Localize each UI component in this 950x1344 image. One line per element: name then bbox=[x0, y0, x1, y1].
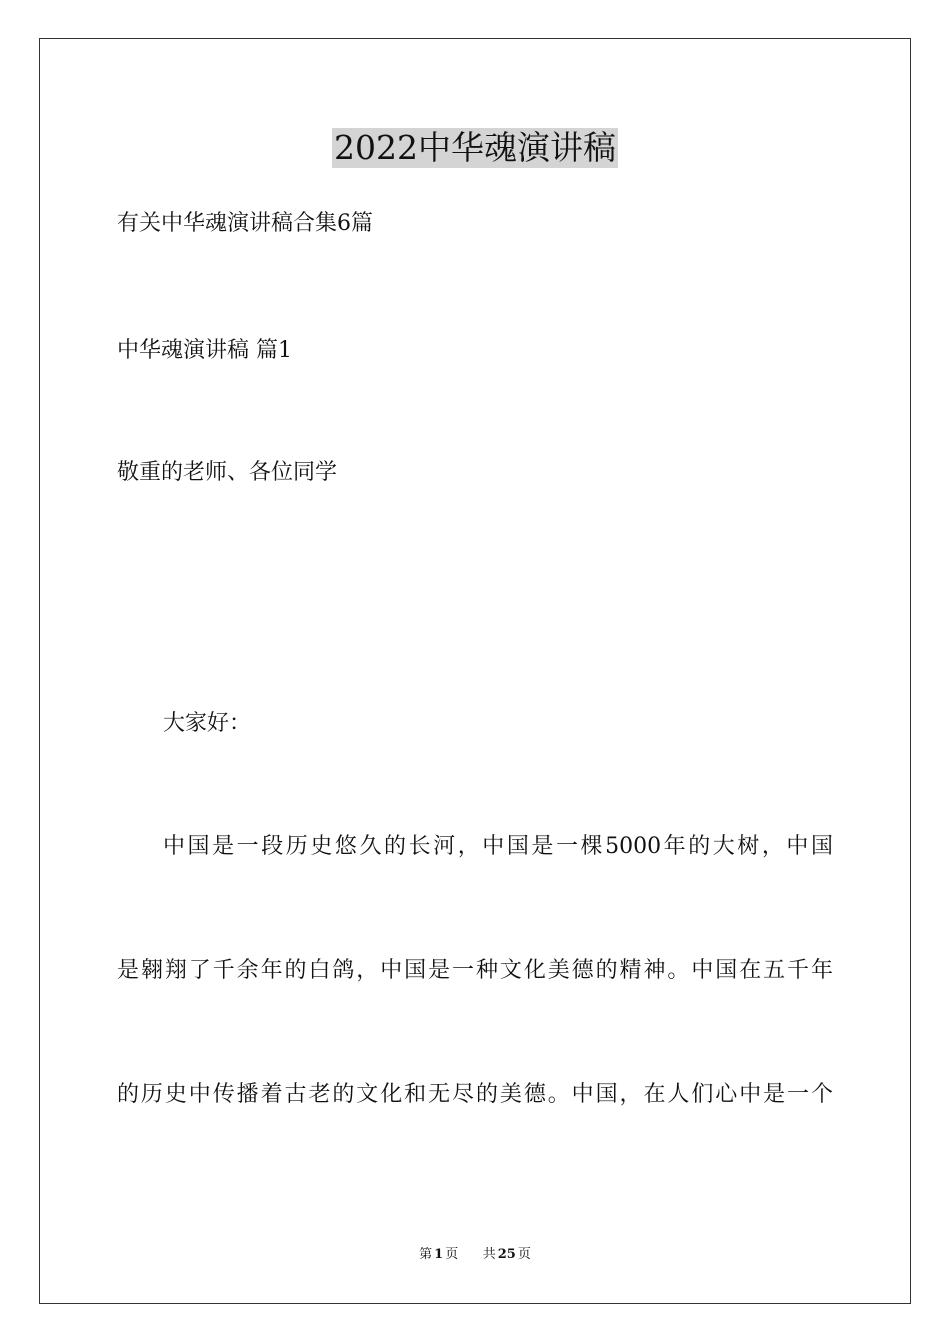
page-footer bbox=[0, 1246, 950, 1264]
page-suffix: 页 bbox=[445, 1247, 459, 1262]
total-indicator bbox=[481, 1247, 533, 1262]
page-total: 25 bbox=[497, 1247, 516, 1262]
page-prefix: 第 bbox=[419, 1247, 433, 1262]
salutation: 敬重的老师、各位同学 bbox=[117, 460, 338, 485]
document-subtitle: 有关中华魂演讲稿合集6篇 bbox=[117, 211, 373, 236]
total-prefix: 共 bbox=[482, 1247, 496, 1262]
total-suffix: 页 bbox=[517, 1247, 531, 1262]
paragraph-line: 是翱翔了千余年的白鸽，中国是一种文化美德的精神。中国在五千年 bbox=[117, 958, 833, 983]
page-indicator bbox=[417, 1247, 460, 1262]
document-title: 2022中华魂演讲稿 bbox=[334, 128, 616, 167]
paragraph-line: 的历史中传播着古老的文化和无尽的美德。中国，在人们心中是一个 bbox=[117, 1082, 833, 1107]
page-current: 1 bbox=[434, 1247, 444, 1262]
greeting: 大家好： bbox=[163, 711, 252, 736]
paragraph-line: 中国是一段历史悠久的长河，中国是一棵5000年的大树，中国 bbox=[163, 834, 833, 859]
title-container bbox=[0, 128, 950, 168]
section-heading: 中华魂演讲稿 篇1 bbox=[117, 338, 292, 363]
